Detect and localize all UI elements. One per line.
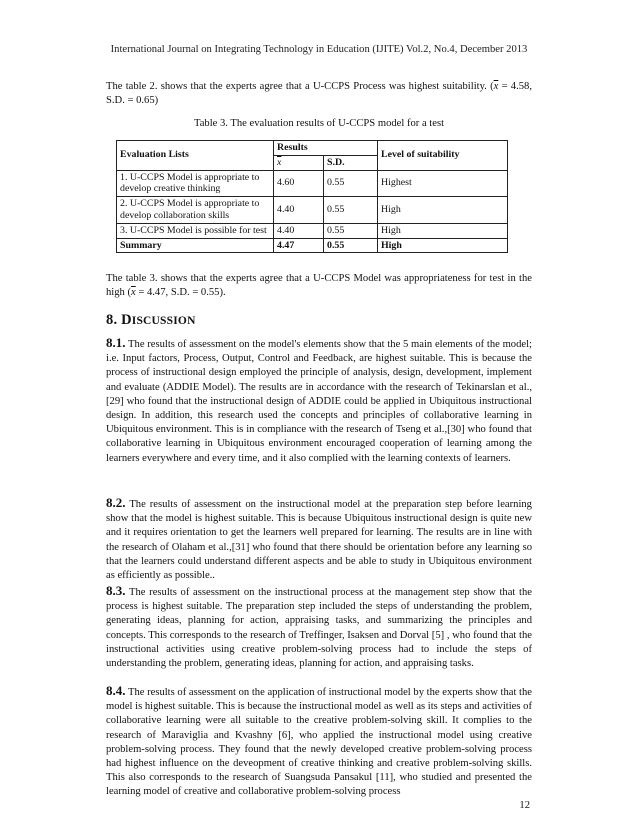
journal-header: International Journal on Integrating Technology in Education (IJITE) Vol.2, No.4, December 2013: [110, 44, 528, 55]
post-table-text-before: The table 3. shows that the experts agree that a U-CCPS Model was appropriateness for test in the high (: [106, 273, 532, 299]
table-caption: Table 3. The evaluation results of U-CCPS model for a test: [193, 118, 445, 129]
row-mean: 4.60: [274, 170, 324, 197]
evaluation-results-table: [116, 140, 508, 253]
section-number: 8.: [106, 312, 118, 328]
paragraph-text: The results of assessment on the instructional process at the management step show that the process is highest suitable. The preparation step included the steps of understanding the problem, generating ideas, planning for action, appraising tasks, and summarizing the principles and concepts. This corresponds to the research of Treffinger, Isaksen and Dorval [5] , who found that the instructional activities using creative problem-solving process had to include the steps of understanding the problem, generating ideas, planning for action, and appraising tasks.: [106, 587, 532, 670]
row-item: 3. U-CCPS Model is possible for test: [117, 223, 274, 238]
row-item: 2. U-CCPS Model is appropriate to develop collaboration skills: [117, 197, 274, 224]
post-table-paragraph: [106, 272, 532, 300]
discussion-paragraph-8-2: [106, 496, 532, 583]
summary-sd: 0.55: [324, 238, 378, 253]
paragraph-number: 8.1.: [106, 335, 126, 350]
section-title-rest: ISCUSSION: [131, 315, 196, 327]
row-mean: 4.40: [274, 197, 324, 224]
discussion-paragraph-8-3: [106, 584, 532, 671]
summary-item: Summary: [117, 238, 274, 253]
post-table-text-after: = 4.47, S.D. = 0.55).: [135, 287, 226, 299]
section-heading: [106, 312, 196, 329]
table-row: [117, 170, 508, 197]
header-level-of-suitability: Level of suitability: [378, 141, 508, 171]
mean-symbol: $\overline{x}$: [131, 287, 136, 299]
mean-symbol: $\overline{x}$: [277, 156, 282, 168]
header-mean: [274, 155, 324, 170]
paragraph-text: The results of assessment on the instructional model at the preparation step before learning show that the model is highest suitable. This is because Ubiquitous instructional design is quite new and it requires orientation to get the learners well prepared for learning. The results are in line with the research of Olaham et al.,[31] who found that there should be orientation before any learning so that the learners could understand different aspects and be able to study in Ubiquitous environment as efficiently as possible..: [106, 499, 532, 582]
intro-text-after: = 4.58, S.D. = 0.65): [106, 81, 532, 107]
mean-symbol: $\overline{x}$: [493, 81, 499, 92]
paragraph-text: The results of assessment on the model's elements show that the 5 main elements of the model; i.e. Input factors, Process, Output, Control and Feedback, are highest suitable. This is because the process of instructional design employed the principle of analysis, design, development, implement and evaluate (ADDIE Model). The results are in accordance with the research of Tekinarslan et al., [29] who found that the instructional design of ADDIE could be applied in Ubiquitous instructional design. In addition, this research used the concepts and principles of collaborative learning in Ubiquitous environment. This is in compliance with the research of Tseng et al.,[30] who found that collaborative learning in Ubiquitous environment encouraged cooperation of learning among the learners everywhere and every time, and it also complied with the learning contexts of learners.: [106, 339, 532, 464]
row-mean: 4.40: [274, 223, 324, 238]
row-level: High: [378, 223, 508, 238]
paragraph-number: 8.2.: [106, 495, 126, 510]
paragraph-number: 8.4.: [106, 683, 126, 698]
page-number: 12: [519, 800, 530, 811]
header-evaluation-lists: Evaluation Lists: [117, 141, 274, 171]
row-sd: 0.55: [324, 197, 378, 224]
header-sd: S.D.: [324, 155, 378, 170]
summary-mean: 4.47: [274, 238, 324, 253]
intro-paragraph: [106, 80, 532, 108]
table-row: [117, 197, 508, 224]
header-results: Results: [274, 141, 378, 156]
paragraph-number: 8.3.: [106, 583, 126, 598]
row-item: 1. U-CCPS Model is appropriate to develop creative thinking: [117, 170, 274, 197]
summary-level: High: [378, 238, 508, 253]
table-row: [117, 223, 508, 238]
summary-row: [117, 238, 508, 253]
row-sd: 0.55: [324, 170, 378, 197]
discussion-paragraph-8-1: [106, 336, 532, 466]
row-level: Highest: [378, 170, 508, 197]
paragraph-text: The results of assessment on the application of instructional model by the experts show that the model is highest suitable. This is because the instructional model as well as its steps and activities of collaborative learning were all suitable to the creative problem-solving skill. It complies to the research of Maraviglia and Kvashny [6], who applied the instructional model using creative problem-solving process. They found that the newly developed creative problem-solving process had highest influence on the deveopment of creative thinking and creative problem-solving skills. This also corresponds to the research of Suangsuda Pansakul [11], who studied and presented the learning model of creative and collaborative problem-solving process: [106, 687, 532, 798]
section-title-initial: D: [121, 312, 132, 328]
row-level: High: [378, 197, 508, 224]
row-sd: 0.55: [324, 223, 378, 238]
intro-text-before: The table 2. shows that the experts agree that a U-CCPS Process was highest suitability. (: [106, 81, 494, 92]
discussion-paragraph-8-4: [106, 684, 532, 800]
